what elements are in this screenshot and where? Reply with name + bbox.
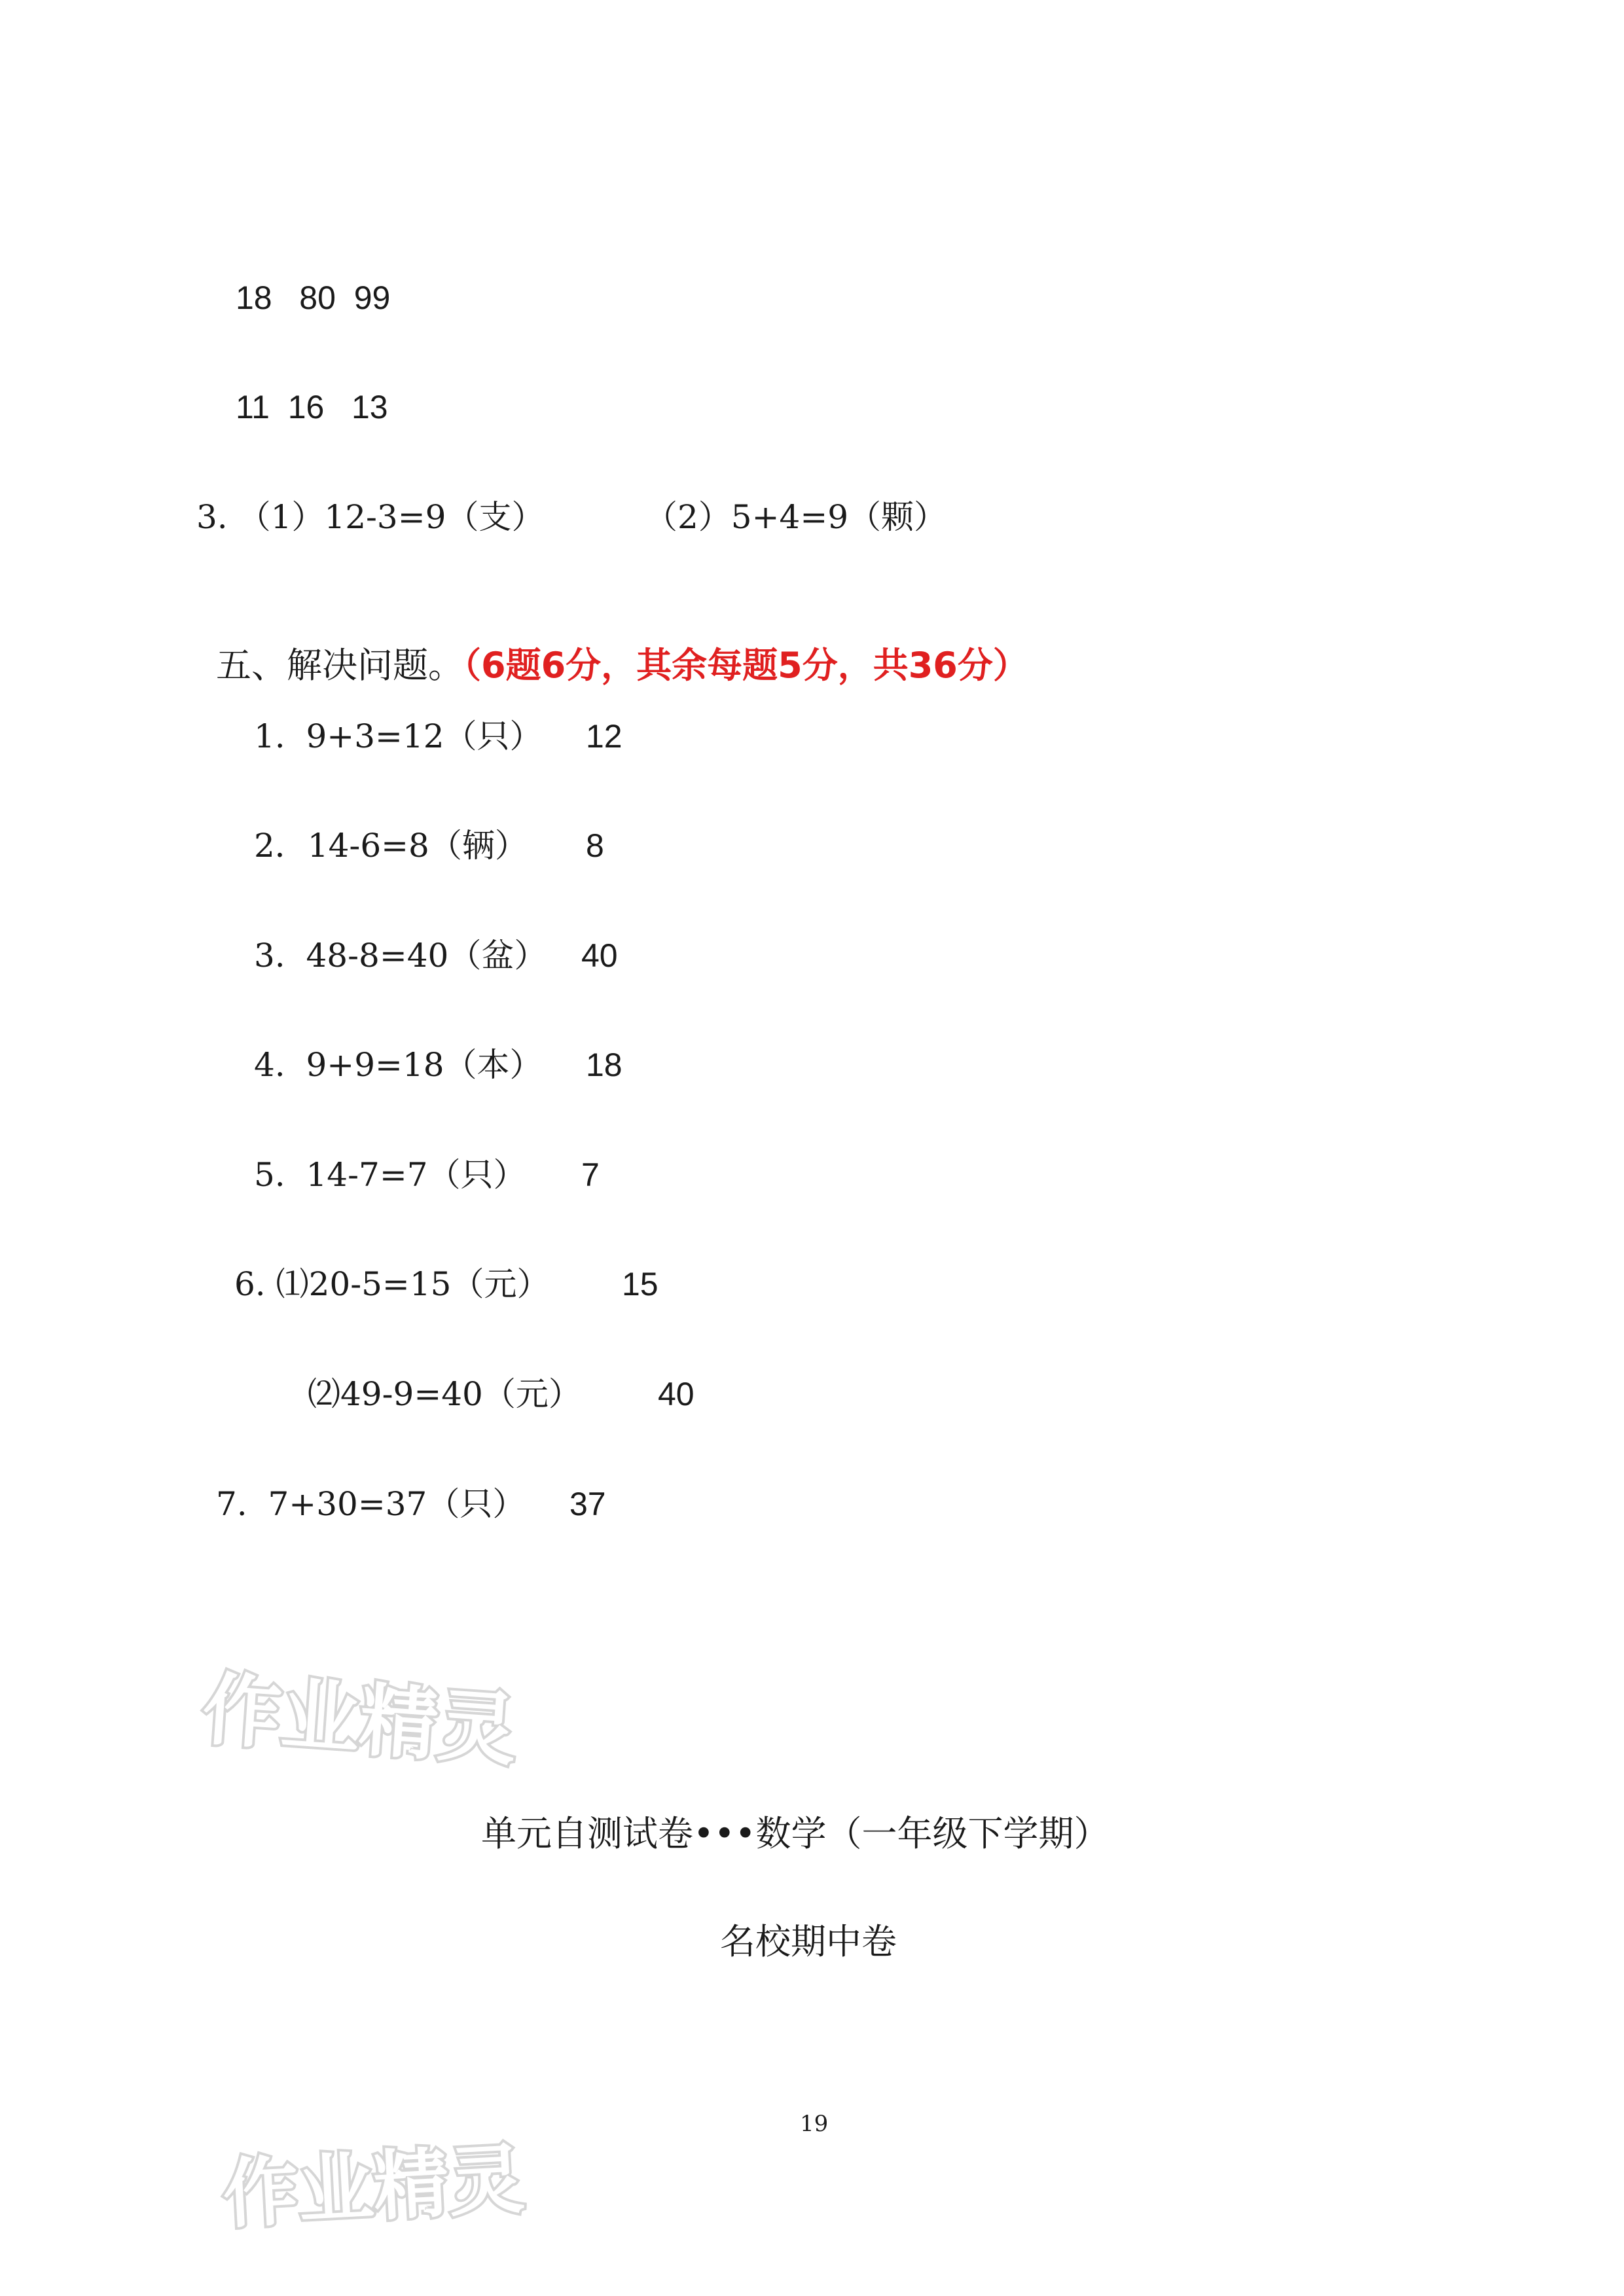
item-5-equation: 5. 14-7=7（只） [254, 1156, 526, 1194]
item-1-equation: 1. 9+3=12（只） [254, 717, 543, 755]
answer-row-2: 11 16 13 [236, 389, 388, 425]
item-6b-answer: 40 [658, 1376, 695, 1412]
q3-part1: 3. （1）12-3=9（支） [196, 498, 545, 536]
watermark-logo-1 [196, 1649, 537, 1780]
section5-scoring-note: （6题6分，其余每题5分，共36分） [463, 645, 1028, 686]
item-6a-equation: 6. ⑴20-5=15（元） [234, 1265, 550, 1303]
item-6a-answer: 15 [622, 1266, 659, 1302]
item-7-equation: 7. 7+30=37（只） [216, 1485, 526, 1523]
svg-text:作业精灵: 作业精灵 [221, 2136, 526, 2239]
item-4-answer: 18 [586, 1047, 623, 1083]
answer-row-1: 18 80 99 [236, 279, 391, 316]
item-3-answer: 40 [581, 937, 618, 974]
item-6b-equation: ⑵49-9=40（元） [308, 1375, 581, 1413]
exam-subtitle: 名校期中卷 [720, 1921, 897, 1962]
section5-heading-line [196, 607, 1028, 685]
item-1-answer: 12 [586, 718, 623, 755]
watermark-logo-2 [216, 2114, 556, 2245]
item-7-answer: 37 [569, 1486, 606, 1522]
q3-part2: （2）5+4=9（颗） [645, 498, 947, 536]
item-2-answer: 8 [586, 827, 604, 864]
series-title: 单元自测试卷•••数学（一年级下学期） [481, 1813, 1110, 1854]
page-number: 19 [800, 2111, 829, 2137]
svg-text:作业精灵: 作业精灵 [200, 1664, 520, 1777]
item-2-equation: 2．14-6=8（辆） [254, 827, 528, 865]
item-4-equation: 4. 9+9=18（本） [254, 1046, 543, 1084]
section5-heading: 五、解决问题。 [216, 645, 464, 686]
item-5-answer: 7 [581, 1157, 600, 1193]
item-3-equation: 3. 48-8=40（盆） [254, 937, 547, 975]
